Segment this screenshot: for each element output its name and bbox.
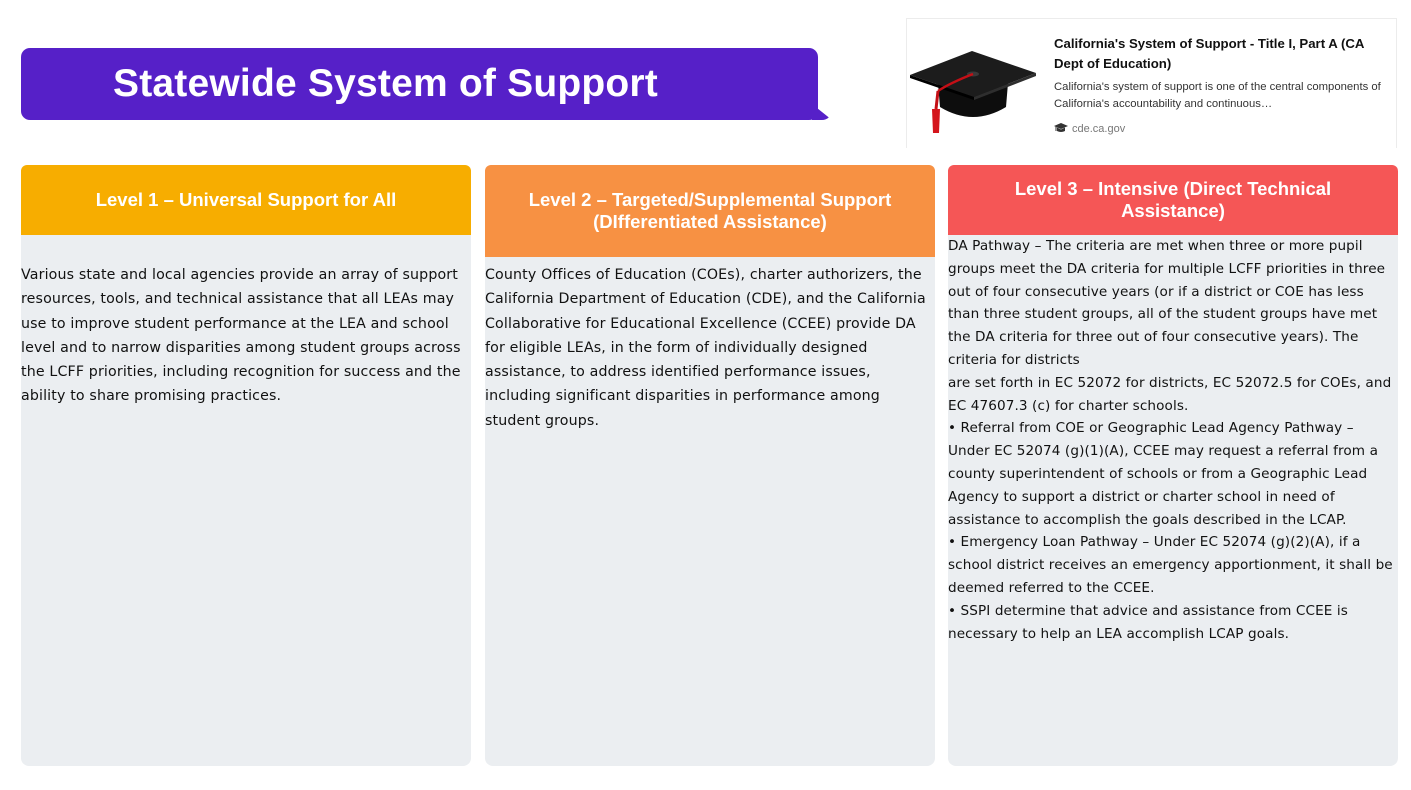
level-2-body: County Offices of Education (COEs), charter authorizers, the California Department of Education (CDE), and the California Collaborative for Educational Excellence (CCEE) provide DA for eligible LEAs, in the form of individually designed assistance, to address identified performance issues, including significant disparities in performance among student groups.	[485, 267, 926, 429]
graduation-cap-icon	[908, 43, 1038, 139]
slide-title: Statewide System of Support	[113, 62, 658, 105]
level-3-body: DA Pathway – The criteria are met when three or more pupil groups meet the DA criteria for multiple LCFF priorities in three out of four consecutive years (or if a district or COE has less than three student groups, all of the student groups have met the DA criteria for three out of four consecutive years). The criteria for districts are set forth in EC 52072 for districts, EC 52072.5 for COEs, and EC 47607.3 (c) for charter schools. • Referral from COE or Geographic Lead Agency Pathway – Under EC 52074 (g)(1)(A), CCEE may request a referral from a county superintendent of schools or from a Geographic Lead Agency to support a district or charter school in need of assistance to accomplish the goals described in the LCAP. • Emergency Loan Pathway – Under EC 52074 (g)(2)(A), if a school district receives an emergency apportionment, it shall be deemed referred to the CCEE. • SSPI determine that advice and assistance from CCEE is necessary to help an LEA accomplish LCAP goals.	[948, 238, 1393, 642]
link-preview-source[interactable]	[1054, 121, 1125, 137]
link-preview-description: California's system of support is one of the central components of California's accountability and continuous…	[1054, 81, 1381, 110]
graduation-cap-icon	[1054, 122, 1068, 137]
level-2-heading: Level 2 – Targeted/Supplemental Support (DIfferentiated Assistance)	[485, 165, 935, 257]
level-1-heading: Level 1 – Universal Support for All	[21, 165, 471, 235]
level-1-panel	[21, 165, 471, 766]
level-3-heading: Level 3 – Intensive (Direct Technical Assistance)	[948, 165, 1398, 235]
title-banner	[21, 48, 818, 120]
link-preview-domain: cde.ca.gov	[1072, 123, 1126, 135]
title-banner-tail	[812, 104, 832, 120]
level-2-panel	[485, 165, 935, 766]
link-preview-title[interactable]: California's System of Support - Title I, Part A (CA Dept of Education)	[1054, 36, 1364, 71]
link-preview-card[interactable]	[906, 18, 1397, 148]
level-3-panel	[948, 165, 1398, 766]
level-1-body: Various state and local agencies provide an array of support resources, tools, and technical assistance that all LEAs may use to improve student performance at the LEA and school level and to narrow disparities among student groups across the LCFF priorities, including recognition for success and the ability to share promising practices.	[21, 267, 461, 405]
